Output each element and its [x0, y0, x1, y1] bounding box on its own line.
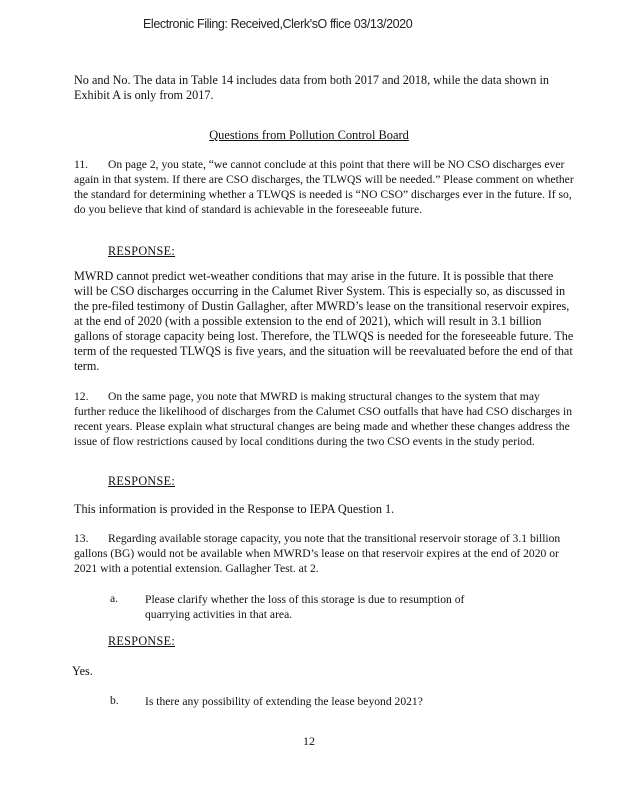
response-12-text: This information is provided in the Response to IEPA Question 1. — [74, 502, 395, 516]
question-13-text: Regarding available storage capacity, you note that the transitional reservoir storage of 3.1 billion gallons (BG) would not be available when MWRD’s lease on that reservoir expires at the end of 2020 or 2021 with a potential extension. Gallagher Test. at 2. — [74, 532, 561, 575]
question-12 — [74, 389, 574, 449]
intro-paragraph: No and No. The data in Table 14 includes data from both 2017 and 2018, while the data shown in Exhibit A is only from 2017. — [74, 73, 549, 102]
response-13a-text: Yes. — [72, 664, 93, 678]
question-13-number: 13. — [74, 532, 89, 545]
question-11-number: 11. — [74, 158, 89, 171]
section-title: Questions from Pollution Control Board — [209, 128, 409, 142]
response-label-11: RESPONSE: — [108, 244, 176, 258]
response-label-13a: RESPONSE: — [108, 634, 176, 648]
filing-stamp-header: Electronic Filing: Received,Clerk'sO ffice 03/13/2020 — [143, 17, 413, 31]
question-12-number: 12. — [74, 390, 89, 403]
question-13b-label: b. — [110, 694, 119, 707]
question-13a-label: a. — [110, 592, 119, 605]
page-number: 12 — [303, 734, 315, 748]
question-13b-text: Is there any possibility of extending the lease beyond 2021? — [145, 695, 423, 708]
question-12-text: On the same page, you note that MWRD is making structural changes to the system that may further reduce the likelihood of discharges from the Calumet CSO outfalls that have had CSO discharges in recent years. Please explain what structural changes are being made and whether these changes address the issue of flow restrictions caused by local conditions during the two CSO events in the study period. — [74, 390, 572, 448]
response-11-text: MWRD cannot predict wet-weather conditions that may arise in the future. It is possible that there will be CSO discharges occurring in the Calumet River System. This is especially so, as discussed in the pre-filed testimony of Dustin Gallagher, after MWRD’s lease on the transitional reservoir expires, at the end of 2020 (with a possible extension to the end of 2021), which will result in 3.1 billion gallons of storage capacity being lost. Therefore, the TLWQS is needed for the foreseeable future. The term of the requested TLWQS is five years, and the situation will be reevaluated before the end of that term. — [74, 269, 574, 373]
question-13 — [74, 531, 574, 576]
question-11-text: On page 2, you state, “we cannot conclude at this point that there will be NO CSO discharges ever again in that system. If there are CSO discharges, the TLWQS will be needed.” Please comment on whether the standard for determining whether a TLWQS is needed is “NO CSO” discharges ever in the future. If so, do you believe that kind of standard is achievable in the foreseeable future. — [74, 158, 574, 216]
question-13a-text: Please clarify whether the loss of this storage is due to resumption of quarrying activities in that area. — [145, 593, 465, 621]
response-label-12: RESPONSE: — [108, 474, 176, 488]
question-11 — [74, 157, 574, 217]
